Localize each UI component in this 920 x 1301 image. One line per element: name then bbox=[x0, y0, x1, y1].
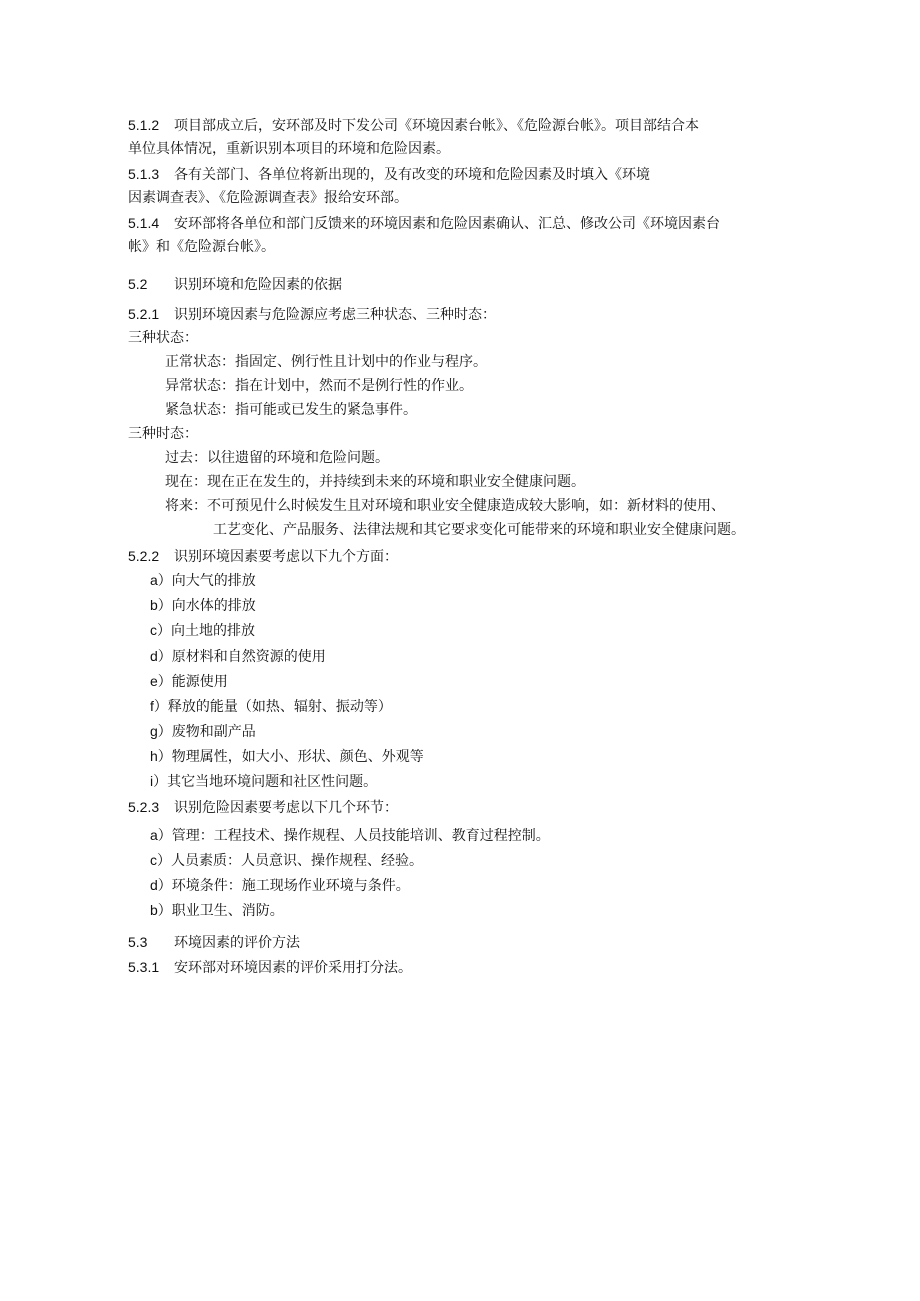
section-number: 5.3 bbox=[128, 934, 148, 950]
clause-text: 项目部成立后，安环部及时下发公司《环境因素台帐》、《危险源台帐》。项目部结合本 bbox=[174, 118, 699, 134]
env-item-a bbox=[150, 570, 256, 591]
clause-number: 5.2.1 bbox=[128, 306, 160, 322]
item-letter: f） bbox=[150, 698, 168, 714]
item-text: 向土地的排放 bbox=[171, 623, 255, 639]
clause-5-1-4-line-2: 帐》和《危险源台帐》。 bbox=[128, 239, 275, 255]
item-text: 环境条件：施工现场作业环境与条件。 bbox=[171, 878, 410, 894]
state-normal: 正常状态：指固定、例行性且计划中的作业与程序。 bbox=[165, 354, 487, 370]
states-heading: 三种状态： bbox=[128, 330, 198, 346]
state-emergency: 紧急状态：指可能或已发生的紧急事件。 bbox=[165, 402, 417, 418]
env-item-b bbox=[150, 595, 256, 616]
tense-past: 过去：以往遗留的环境和危险问题。 bbox=[165, 450, 389, 466]
clause-5-1-2-line-1 bbox=[128, 115, 699, 136]
section-5-3-heading bbox=[128, 932, 300, 953]
item-text: 能源使用 bbox=[171, 674, 228, 690]
env-item-h bbox=[150, 746, 424, 767]
env-item-e bbox=[150, 671, 228, 692]
item-letter: b） bbox=[150, 597, 172, 613]
env-item-d bbox=[150, 646, 326, 667]
item-letter: d） bbox=[150, 877, 172, 893]
item-text: 人员素质：人员意识、操作规程、经验。 bbox=[171, 853, 423, 869]
env-item-i bbox=[150, 771, 377, 792]
item-text: 其它当地环境问题和社区性问题。 bbox=[167, 774, 378, 790]
clause-text: 安环部将各单位和部门反馈来的环境因素和危险因素确认、汇总、修改公司《环境因素台 bbox=[174, 216, 720, 232]
item-letter: h） bbox=[150, 748, 172, 764]
clause-text: 识别环境因素要考虑以下九个方面： bbox=[174, 549, 398, 565]
clause-number: 5.1.2 bbox=[128, 117, 160, 133]
clause-5-1-2-line-2: 单位具体情况，重新识别本项目的环境和危险因素。 bbox=[128, 141, 450, 157]
hazard-item-a bbox=[150, 825, 550, 846]
tense-future-line-2: 工艺变化、产品服务、法律法规和其它要求变化可能带来的环境和职业安全健康问题。 bbox=[213, 522, 745, 538]
clause-number: 5.1.4 bbox=[128, 215, 160, 231]
hazard-item-b bbox=[150, 900, 284, 921]
item-text: 废物和副产品 bbox=[171, 724, 256, 740]
clause-text: 识别环境因素与危险源应考虑三种状态、三种时态： bbox=[174, 307, 496, 323]
clause-5-2-1 bbox=[128, 304, 496, 325]
state-abnormal: 异常状态：指在计划中，然而不是例行性的作业。 bbox=[165, 378, 473, 394]
item-letter: c） bbox=[150, 852, 171, 868]
item-letter: g） bbox=[150, 723, 172, 739]
tense-present: 现在：现在正在发生的，并持续到未来的环境和职业安全健康问题。 bbox=[165, 474, 585, 490]
clause-text: 安环部对环境因素的评价采用打分法。 bbox=[174, 960, 412, 976]
item-text: 职业卫生、消防。 bbox=[171, 903, 284, 919]
section-5-2-heading bbox=[128, 274, 342, 295]
env-item-c bbox=[150, 620, 255, 641]
section-title: 环境因素的评价方法 bbox=[174, 935, 300, 951]
item-letter: a） bbox=[150, 572, 172, 588]
clause-5-1-3-line-2: 因素调查表》、《危险源调查表》报给安环部。 bbox=[128, 190, 408, 206]
item-letter: c） bbox=[150, 622, 171, 638]
item-letter: i） bbox=[150, 773, 168, 789]
item-letter: e） bbox=[150, 673, 172, 689]
hazard-item-c bbox=[150, 850, 423, 871]
item-text: 物理属性，如大小、形状、颜色、外观等 bbox=[171, 749, 424, 765]
item-text: 向大气的排放 bbox=[171, 573, 256, 589]
clause-number: 5.2.3 bbox=[128, 799, 160, 815]
clause-5-1-3-line-1 bbox=[128, 164, 650, 185]
tense-future-line-1: 将来：不可预见什么时候发生且对环境和职业安全健康造成较大影响，如：新材料的使用、 bbox=[165, 498, 725, 514]
tenses-heading: 三种时态： bbox=[128, 426, 198, 442]
section-number: 5.2 bbox=[128, 276, 148, 292]
clause-number: 5.2.2 bbox=[128, 548, 160, 564]
section-title: 识别环境和危险因素的依据 bbox=[174, 277, 342, 293]
clause-text: 识别危险因素要考虑以下几个环节： bbox=[174, 800, 398, 816]
env-item-g bbox=[150, 721, 256, 742]
clause-5-2-3 bbox=[128, 797, 398, 818]
clause-5-1-4-line-1 bbox=[128, 213, 720, 234]
clause-5-2-2 bbox=[128, 546, 398, 567]
item-letter: b） bbox=[150, 902, 172, 918]
item-text: 管理：工程技术、操作规程、人员技能培训、教育过程控制。 bbox=[171, 828, 550, 844]
clause-number: 5.1.3 bbox=[128, 166, 160, 182]
clause-number: 5.3.1 bbox=[128, 959, 160, 975]
item-letter: d） bbox=[150, 648, 172, 664]
item-letter: a） bbox=[150, 827, 172, 843]
item-text: 释放的能量（如热、辐射、振动等） bbox=[167, 699, 392, 715]
hazard-item-d bbox=[150, 875, 410, 896]
env-item-f bbox=[150, 696, 392, 717]
item-text: 原材料和自然资源的使用 bbox=[171, 649, 326, 665]
clause-5-3-1 bbox=[128, 957, 412, 978]
clause-text: 各有关部门、各单位将新出现的，及有改变的环境和危险因素及时填入《环境 bbox=[174, 167, 650, 183]
item-text: 向水体的排放 bbox=[171, 598, 256, 614]
